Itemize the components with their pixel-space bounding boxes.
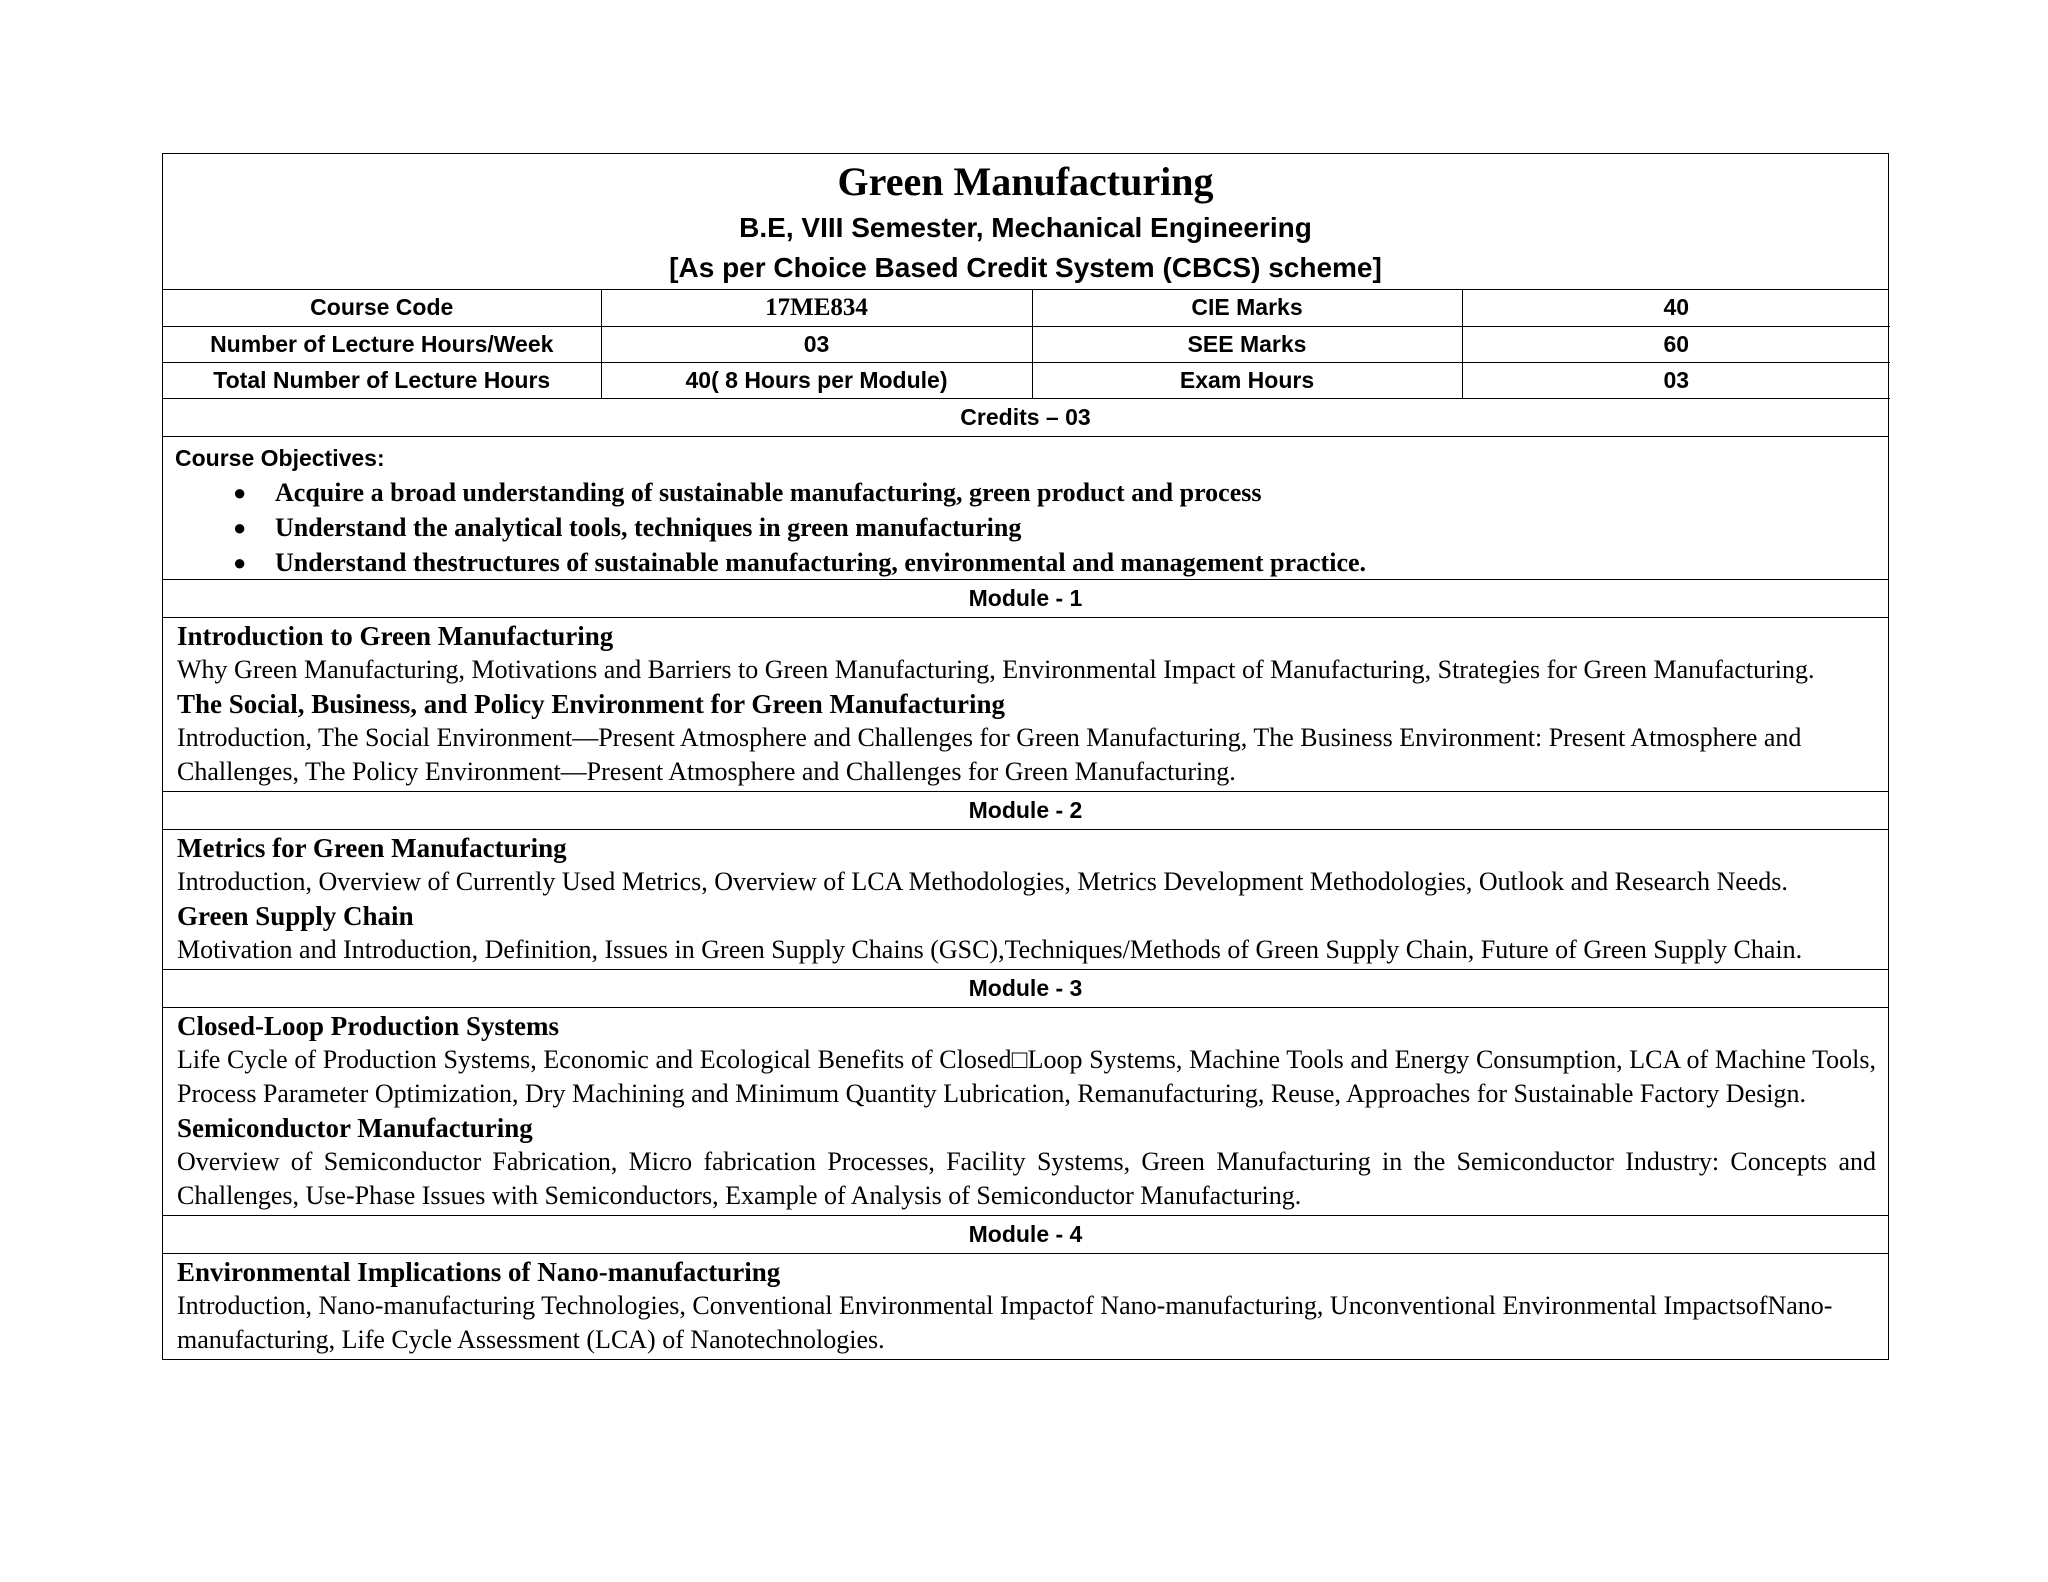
module-content: [163, 1008, 1888, 1216]
syllabus-table: [162, 153, 1889, 1360]
objectives-heading: Course Objectives:: [175, 444, 385, 471]
section-title: Environmental Implications of Nano-manufacturing: [177, 1256, 781, 1287]
course-objectives: [163, 437, 1888, 580]
module-heading: Module - 1: [163, 580, 1888, 618]
info-value: 40: [1462, 290, 1890, 326]
info-row: [163, 290, 1890, 326]
module-heading: Module - 3: [163, 970, 1888, 1008]
syllabus-header: [163, 154, 1888, 290]
section-text: Why Green Manufacturing, Motivations and Barriers to Green Manufacturing, Environmental Impact of Manufacturing, Strategies for Green Manufacturing.: [177, 654, 1815, 684]
info-label: CIE Marks: [1032, 290, 1462, 326]
objective-text: Acquire a broad understanding of sustainable manufacturing, green product and process: [275, 477, 1262, 507]
info-row: [163, 362, 1890, 398]
section-text: Introduction, Nano-manufacturing Technologies, Conventional Environmental Impactof Nano-manufacturing, Unconventional Environmental ImpactsofNano-manufacturing, Life Cycle Assessment (LCA) of Nanotechnologies.: [177, 1290, 1833, 1354]
info-label: Course Code: [163, 290, 601, 326]
section-title: The Social, Business, and Policy Environment for Green Manufacturing: [177, 688, 1006, 719]
section-title: Introduction to Green Manufacturing: [177, 620, 614, 651]
bullet-icon: ●: [233, 514, 247, 540]
course-info-table: [163, 290, 1890, 399]
objectives-list: [175, 475, 1876, 580]
info-value: 03: [601, 326, 1032, 362]
module-content: [163, 1254, 1888, 1359]
objective-item: [233, 510, 1876, 545]
section-title: Green Supply Chain: [177, 900, 414, 931]
credits-row: Credits – 03: [163, 399, 1888, 437]
course-subtitle: B.E, VIII Semester, Mechanical Engineering: [739, 212, 1312, 243]
module-content: [163, 618, 1888, 792]
info-label: SEE Marks: [1032, 326, 1462, 362]
objective-item: [233, 475, 1876, 510]
section-text: Introduction, The Social Environment—Present Atmosphere and Challenges for Green Manufacturing, The Business Environment: Present Atmosphere and Challenges, The Policy Environment—Present Atmosphere and Challenges for Green Manufacturing.: [177, 722, 1802, 786]
objective-item: [233, 545, 1876, 580]
section-text: Life Cycle of Production Systems, Economic and Ecological Benefits of Closed□Loop Systems, Machine Tools and Energy Consumption, LCA of Machine Tools, Process Parameter Optimization, Dry Machining and Minimum Quantity Lubrication, Remanufacturing, Reuse, Approaches for Sustainable Factory Design.: [177, 1044, 1876, 1108]
section-title: Semiconductor Manufacturing: [177, 1112, 533, 1143]
objective-text: Understand the analytical tools, techniques in green manufacturing: [275, 512, 1022, 542]
section-title: Metrics for Green Manufacturing: [177, 832, 567, 863]
bullet-icon: ●: [233, 479, 247, 505]
info-row: [163, 326, 1890, 362]
info-label: Exam Hours: [1032, 362, 1462, 398]
section-text: Motivation and Introduction, Definition, Issues in Green Supply Chains (GSC),Techniques/Methods of Green Supply Chain, Future of Green Supply Chain.: [177, 934, 1803, 964]
info-value: 40( 8 Hours per Module): [601, 362, 1032, 398]
module-heading: Module - 4: [163, 1216, 1888, 1254]
section-title: Closed-Loop Production Systems: [177, 1010, 560, 1041]
info-value: 60: [1462, 326, 1890, 362]
info-value: 17ME834: [601, 290, 1032, 326]
objective-text: Understand thestructures of sustainable manufacturing, environmental and management practice.: [275, 547, 1367, 577]
module-content: [163, 830, 1888, 970]
course-title: Green Manufacturing: [837, 159, 1214, 204]
section-text: Overview of Semiconductor Fabrication, Micro fabrication Processes, Facility Systems, Green Manufacturing in the Semiconductor Industry: Concepts and Challenges, Use-Phase Issues with Semiconductors, Example of Analysis of Semiconductor Manufacturing.: [177, 1146, 1876, 1210]
info-label: Total Number of Lecture Hours: [163, 362, 601, 398]
info-value: 03: [1462, 362, 1890, 398]
section-text: Introduction, Overview of Currently Used Metrics, Overview of LCA Methodologies, Metrics Development Methodologies, Outlook and Research Needs.: [177, 866, 1788, 896]
info-label: Number of Lecture Hours/Week: [163, 326, 601, 362]
bullet-icon: ●: [233, 549, 247, 575]
module-heading: Module - 2: [163, 792, 1888, 830]
course-scheme: [As per Choice Based Credit System (CBCS) scheme]: [669, 252, 1382, 283]
